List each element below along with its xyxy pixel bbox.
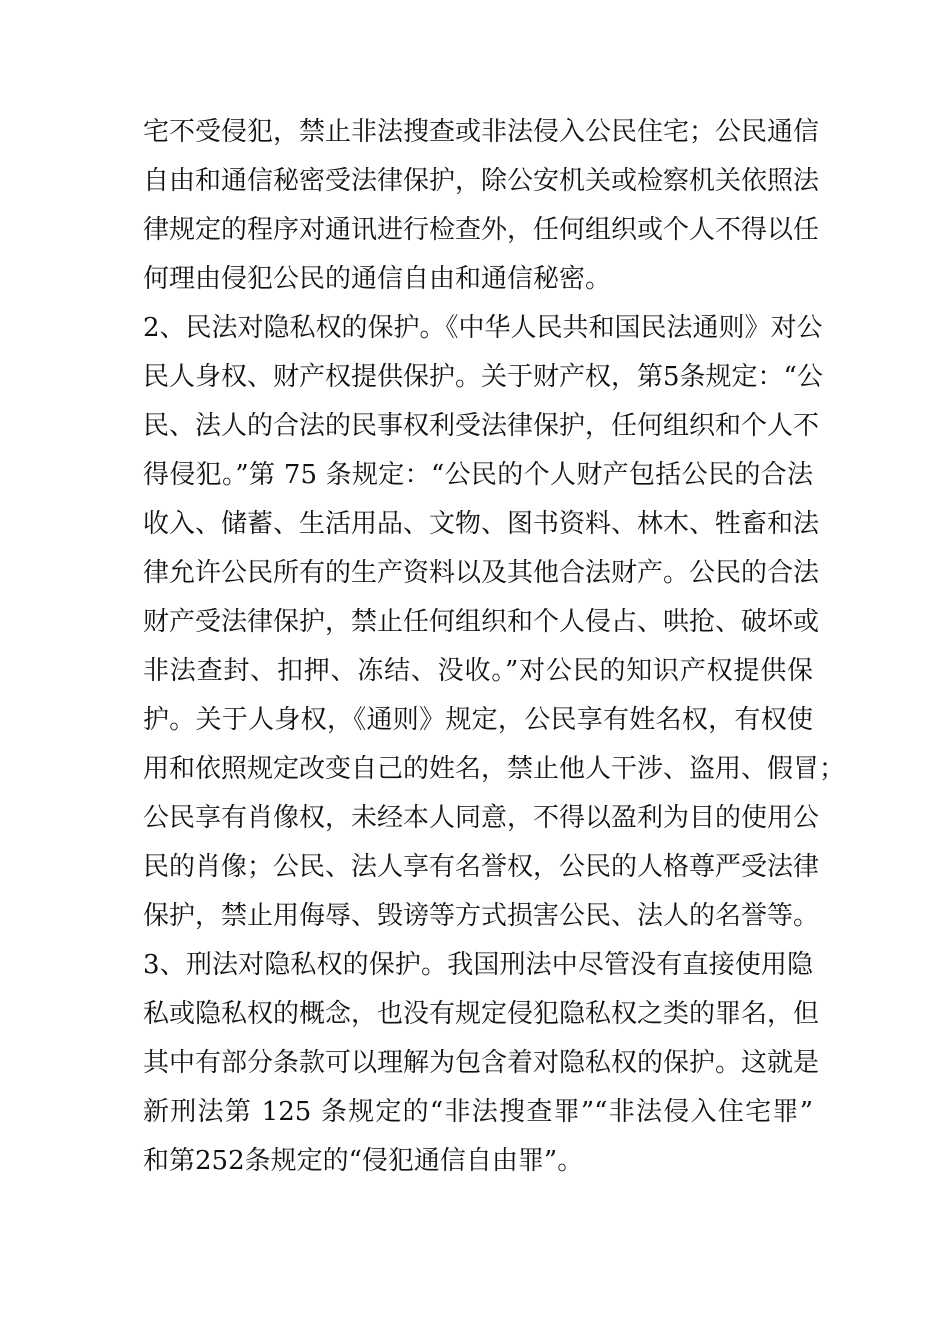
text-line: 得侵犯。”第 75 条规定：“公民的个人财产包括公民的合法: [143, 460, 813, 490]
text-line: 律规定的程序对通讯进行检查外，任何组织或个人不得以任: [143, 215, 820, 245]
text-line: 2、民法对隐私权的保护。《中华人民共和国民法通则》对公: [143, 313, 823, 343]
text-line: 非法查封、扣押、冻结、没收。”对公民的知识产权提供保: [143, 656, 813, 686]
text-line: 民、法人的合法的民事权利受法律保护，任何组织和个人不: [143, 411, 820, 441]
text-line: 何理由侵犯公民的通信自由和通信秘密。: [143, 264, 612, 294]
text-line: 民人身权、财产权提供保护。关于财产权，第5条规定：“公: [143, 362, 823, 392]
text-line: 和第252条规定的“侵犯通信自由罪”。: [143, 1146, 584, 1176]
text-line: 财产受法律保护，禁止任何组织和个人侵占、哄抢、破坏或: [143, 607, 820, 637]
text-line: 3、刑法对隐私权的保护。我国刑法中尽管没有直接使用隐: [143, 950, 813, 980]
text-line: 自由和通信秘密受法律保护，除公安机关或检察机关依照法: [143, 166, 820, 196]
text-line: 私或隐私权的概念，也没有规定侵犯隐私权之类的罪名，但: [143, 999, 820, 1029]
text-line: 用和依照规定改变自己的姓名，禁止他人干涉、盗用、假冒；: [143, 754, 846, 784]
text-line: 民的肖像；公民、法人享有名誉权，公民的人格尊严受法律: [143, 852, 820, 882]
text-line: 收入、储蓄、生活用品、文物、图书资料、林木、牲畜和法: [143, 509, 820, 539]
text-line: 其中有部分条款可以理解为包含着对隐私权的保护。这就是: [143, 1048, 820, 1078]
text-line: 新刑法第 125 条规定的“非法搜查罪”“非法侵入住宅罪”: [143, 1097, 813, 1127]
text-line: 律允许公民所有的生产资料以及其他合法财产。公民的合法: [143, 558, 820, 588]
body-text: [143, 108, 846, 1186]
text-line: 保护，禁止用侮辱、毁谤等方式损害公民、法人的名誉等。: [143, 901, 820, 931]
text-line: 公民享有肖像权，未经本人同意，不得以盈利为目的使用公: [143, 803, 820, 833]
text-line: 护。关于人身权，《通则》规定，公民享有姓名权，有权使: [143, 705, 813, 735]
text-line: 宅不受侵犯，禁止非法搜查或非法侵入公民住宅；公民通信: [143, 117, 820, 147]
